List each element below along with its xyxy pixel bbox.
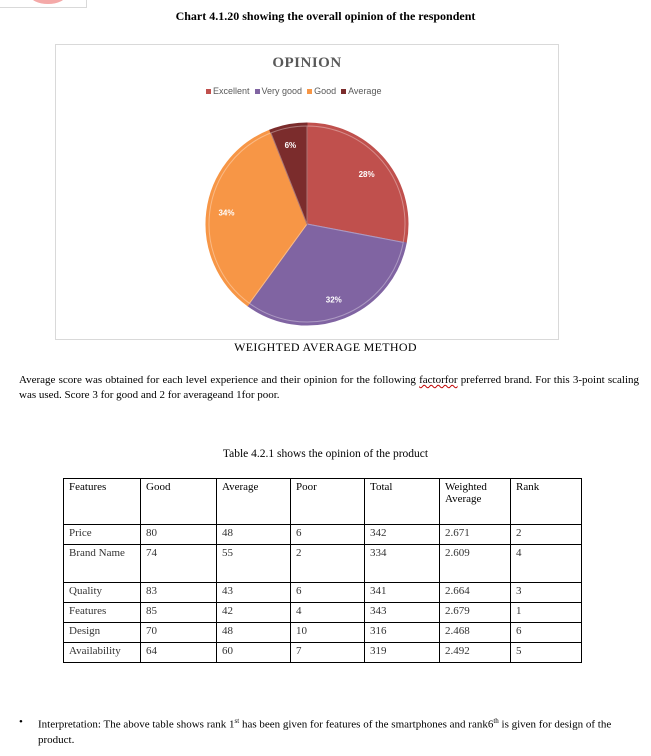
total-cell: 316 [365, 623, 440, 643]
pie-slice-highlight [307, 126, 405, 242]
average-cell: 48 [217, 525, 291, 545]
rank-cell: 1 [511, 603, 582, 623]
decorative-shape [30, 0, 66, 4]
pie-data-label: 6% [284, 140, 297, 150]
paragraph-text: Average score was obtained for each level experience and their opinion for the following [19, 374, 420, 386]
poor-cell: 2 [291, 545, 365, 583]
table-row [64, 623, 582, 643]
opinion-table [63, 478, 582, 663]
total-cell: 342 [365, 525, 440, 545]
interp-sup: st [234, 717, 240, 725]
average-cell: 42 [217, 603, 291, 623]
header-total: Total [365, 479, 440, 525]
table-header-row [64, 479, 582, 525]
legend-label: Very good [261, 86, 303, 96]
table-row [64, 525, 582, 545]
poor-cell: 10 [291, 623, 365, 643]
rank-cell: 2 [511, 525, 582, 545]
header-good: Good [141, 479, 217, 525]
interp-part: Interpretation: The above table shows rank 1 [38, 718, 235, 731]
chart-title: OPINION [272, 55, 342, 71]
header-features: Features [64, 479, 141, 525]
good-cell: 80 [141, 525, 217, 545]
weighted-average-cell: 2.609 [440, 545, 511, 583]
weighted-average-cell: 2.671 [440, 525, 511, 545]
total-cell: 341 [365, 583, 440, 603]
feature-cell: Features [64, 603, 141, 623]
header-rank: Rank [511, 479, 582, 525]
pie-svg [56, 45, 558, 339]
average-cell: 43 [217, 583, 291, 603]
table-row [64, 603, 582, 623]
pie-data-label: 34% [218, 208, 235, 218]
poor-cell: 6 [291, 583, 365, 603]
feature-cell: Brand Name [64, 545, 141, 583]
poor-cell: 6 [291, 525, 365, 545]
good-cell: 70 [141, 623, 217, 643]
rank-cell: 4 [511, 545, 582, 583]
header-average: Average [217, 479, 291, 525]
rank-cell: 5 [511, 643, 582, 663]
weighted-average-cell: 2.468 [440, 623, 511, 643]
rank-cell: 3 [511, 583, 582, 603]
good-cell: 83 [141, 583, 217, 603]
feature-cell: Price [64, 525, 141, 545]
weighted-average-cell: 2.492 [440, 643, 511, 663]
weighted-average-cell: 2.664 [440, 583, 511, 603]
top-decoration [0, 0, 87, 8]
table-caption: Table 4.2.1 shows the opinion of the product [222, 448, 429, 460]
table-row [64, 583, 582, 603]
feature-cell: Design [64, 623, 141, 643]
paragraph-text: preferred brand. For this 3-point scaling was used. Score 3 for good and 2 for averageand 1for poor. [19, 374, 639, 401]
header-weighted-average: Weighted Average [440, 479, 511, 525]
poor-cell: 4 [291, 603, 365, 623]
good-cell: 85 [141, 603, 217, 623]
interp-sup: th [493, 717, 499, 725]
table-row [64, 643, 582, 663]
legend-label: Excellent [213, 86, 250, 96]
method-paragraph [19, 373, 639, 403]
good-cell: 74 [141, 545, 217, 583]
section-heading: WEIGHTED AVERAGE METHOD [234, 340, 417, 354]
total-cell: 343 [365, 603, 440, 623]
feature-cell: Quality [64, 583, 141, 603]
header-poor: Poor [291, 479, 365, 525]
weighted-average-cell: 2.679 [440, 603, 511, 623]
legend-label: Good [314, 86, 337, 96]
pie-chart [55, 44, 559, 340]
poor-cell: 7 [291, 643, 365, 663]
feature-cell: Availability [64, 643, 141, 663]
rank-cell: 6 [511, 623, 582, 643]
legend-label: Average [348, 86, 382, 96]
average-cell: 60 [217, 643, 291, 663]
pie-data-label: 32% [325, 295, 342, 305]
chart-caption: Chart 4.1.20 showing the overall opinion of the respondent [175, 9, 476, 23]
interp-part: has been given for features of the smartphones and rank6 [239, 718, 494, 731]
average-cell: 48 [217, 623, 291, 643]
interp-part: is given for design of the product. [38, 718, 612, 746]
bullet-icon: • [19, 716, 23, 728]
pie-data-label: 28% [358, 170, 375, 180]
good-cell: 64 [141, 643, 217, 663]
table-row [64, 545, 582, 583]
total-cell: 319 [365, 643, 440, 663]
spellcheck-word: factorfor [419, 374, 458, 386]
interpretation-text [38, 714, 628, 748]
average-cell: 55 [217, 545, 291, 583]
total-cell: 334 [365, 545, 440, 583]
